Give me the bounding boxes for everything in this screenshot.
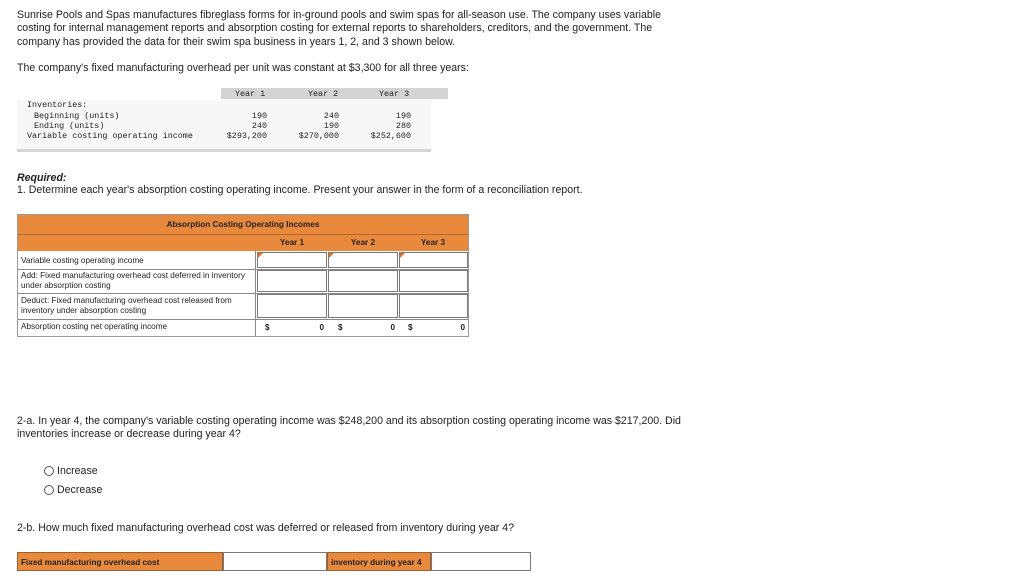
absorption-table-title: Absorption Costing Operating Incomes <box>166 220 320 229</box>
absorption-table-header-row <box>18 234 468 251</box>
currency-symbol: $ <box>265 323 270 332</box>
inventory-answer-input[interactable] <box>431 552 531 571</box>
beginning-label: Beginning (units) <box>34 111 120 121</box>
abs-header-year1: Year 1 <box>279 238 305 247</box>
option-increase[interactable] <box>44 465 98 477</box>
deferred-year2-input[interactable] <box>328 270 398 292</box>
row-label-released: Deduct: Fixed manufacturing overhead cost released from inventory under absorption costing <box>21 296 232 315</box>
given-header-year2: Year 2 <box>308 89 339 99</box>
option-increase-label: Increase <box>57 465 98 477</box>
beginning-year1: 190 <box>251 111 267 121</box>
given-table-header <box>221 88 448 99</box>
vc-income-year1: $293,200 <box>226 131 267 141</box>
input-marker-icon <box>329 253 334 258</box>
released-year1-input[interactable] <box>257 294 327 318</box>
ending-year3: 280 <box>395 121 411 131</box>
vc-income-year2-input[interactable] <box>328 252 398 268</box>
absorption-costing-table <box>17 214 469 337</box>
currency-symbol: $ <box>408 323 413 332</box>
radio-button-icon[interactable] <box>44 466 54 476</box>
vc-income-year3: $252,600 <box>370 131 411 141</box>
given-table-footer-bar <box>17 149 431 152</box>
question-1: 1. Determine each year's absorption costing operating income. Present your answer in the form of a reconciliation report. <box>17 184 583 196</box>
given-header-year1: Year 1 <box>235 89 266 99</box>
abs-header-year2: Year 2 <box>350 238 376 247</box>
input-marker-icon <box>258 253 263 258</box>
row-divider <box>18 319 468 320</box>
given-header-year3: Year 3 <box>379 89 410 99</box>
beginning-year2: 240 <box>323 111 339 121</box>
total-year3: 0 <box>460 323 465 332</box>
released-year3-input[interactable] <box>399 294 468 318</box>
released-year2-input[interactable] <box>328 294 398 318</box>
vc-income-year3-input[interactable] <box>399 252 468 268</box>
ending-year2: 190 <box>323 121 339 131</box>
beginning-year3: 190 <box>395 111 411 121</box>
question-2a: 2-a. In year 4, the company's variable costing operating income was $248,200 and its absorption costing operating income was $217,200. Did inventories increase or decrease during year 4? <box>17 415 681 441</box>
currency-symbol: $ <box>338 323 343 332</box>
absorption-table-title-row <box>18 215 468 234</box>
row-label-absorption-income: Absorption costing net operating income <box>21 322 168 331</box>
fixed-overhead-label-cell <box>17 552 223 571</box>
question-2b: 2-b. How much fixed manufacturing overhead cost was deferred or released from inventory during year 4? <box>17 522 514 534</box>
ending-label: Ending (units) <box>34 121 105 131</box>
deferred-year1-input[interactable] <box>257 270 327 292</box>
option-decrease[interactable] <box>44 484 102 496</box>
total-year2: 0 <box>390 323 395 332</box>
vc-income-year1-input[interactable] <box>257 252 327 268</box>
overhead-note: The company's fixed manufacturing overhead per unit was constant at $3,300 for all three years: <box>17 62 469 74</box>
input-marker-icon <box>400 253 405 258</box>
vc-income-year2: $270,000 <box>298 131 339 141</box>
row-label-deferred: Add: Fixed manufacturing overhead cost deferred in inventory under absorption costing <box>21 271 245 290</box>
option-decrease-label: Decrease <box>57 484 103 496</box>
inventory-direction-select[interactable] <box>327 552 431 571</box>
abs-header-year3: Year 3 <box>420 238 446 247</box>
given-table-body <box>17 100 431 149</box>
inventories-label: Inventories: <box>27 100 88 110</box>
ending-year1: 240 <box>251 121 267 131</box>
inventory-direction-label: inventory during year 4 <box>331 558 422 567</box>
row-label-vc-income: Variable costing operating income <box>21 256 144 265</box>
total-year1: 0 <box>319 323 324 332</box>
problem-intro: Sunrise Pools and Spas manufactures fibreglass forms for in-ground pools and swim spas for all-season use. The company uses variable costing for internal management reports and absorption costing for external reports to shareholders, creditors, and the government. The company has provided the data for their swim spa business in years 1, 2, and 3 shown below. <box>17 9 661 48</box>
fixed-overhead-amount-input[interactable] <box>223 552 327 571</box>
deferred-year3-input[interactable] <box>399 270 468 292</box>
required-heading: Required: <box>17 172 67 184</box>
radio-button-icon[interactable] <box>44 485 54 495</box>
fixed-overhead-label: Fixed manufacturing overhead cost <box>21 558 160 567</box>
vc-income-label: Variable costing operating income <box>27 131 193 141</box>
